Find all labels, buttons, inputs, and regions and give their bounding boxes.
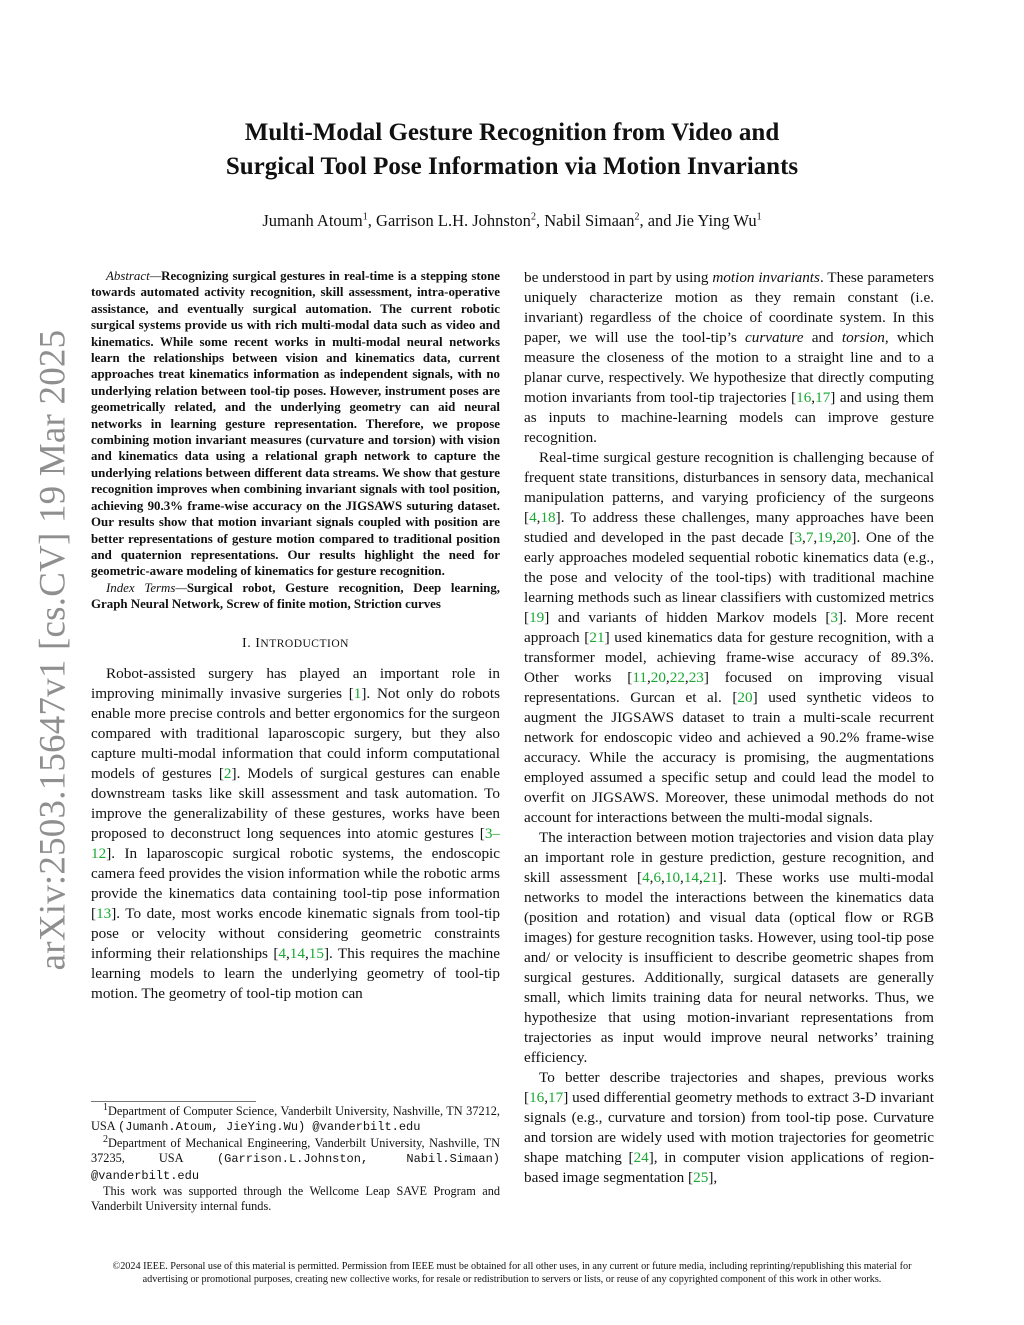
body-paragraph: Real-time surgical gesture recognition is challenging because of frequent state transitions, disturbances in sensory data, mechanical manipulation patterns, and varying proficiency of the surgeons [4,18]. To address these challenges, many approaches have been studied and developed in the past decade [3,7,19,20]. One of the early approaches modeled sequential robotic kinematics data (e.g., the pose and velocity of the tool-tips) with traditional machine learning methods such as linear classifiers with customized metrics [19] and variants of hidden Markov models [3]. More recent approach [21] used kinematics data for gesture recognition, with a transformer model, achieving frame-wise accuracy of 89.3%. Other works [11,20,22,23] focused on improving visual representations. Gurcan et al. [20] used synthetic videos to augment the JIGSAWS dataset to train a multi-scale recurrent network for endoscopic video and achieved a 90.2% frame-wise accuracy. While the accuracy is promising, the augmentations employed assumed a specific setup and could lead the model to overfit on JIGSAWS. Moreover, these unimodal methods do not account for interactions between the multi-modal signals. — [524, 449, 934, 826]
citation-link[interactable]: 21 — [589, 629, 605, 646]
abstract-label: Abstract— — [106, 269, 162, 283]
abstract — [91, 268, 500, 580]
author-name: Jie Ying Wu — [675, 211, 757, 230]
citation-link[interactable]: 20 — [737, 689, 753, 706]
citation-link[interactable]: 17 — [815, 389, 831, 406]
citation-link[interactable]: 21 — [702, 869, 718, 886]
author-affiliation-mark: 1 — [362, 211, 368, 223]
citation-link[interactable]: 19 — [529, 609, 545, 626]
citation-link[interactable]: 18 — [540, 509, 556, 526]
author-name: Nabil Simaan — [544, 211, 635, 230]
author-affiliation-mark: 2 — [530, 211, 536, 223]
author-name: Garrison L.H. Johnston — [376, 211, 531, 230]
footnotes — [91, 1101, 500, 1215]
citation-link[interactable]: 4 — [278, 944, 286, 962]
abstract-label-text: Abstract — [106, 269, 150, 283]
section-title-rest: NTRODUCTION — [260, 637, 349, 650]
footnote-2-mark: 2 — [103, 1133, 108, 1145]
index-terms-label-text: Index Terms — [106, 580, 176, 595]
footnote-rule — [91, 1101, 256, 1102]
citation-link[interactable]: 3 — [794, 529, 803, 546]
emphasized-term: motion invariants — [712, 269, 820, 286]
citation-link[interactable]: 15 — [308, 944, 324, 962]
funding-note: This work was supported through the Wellcome Leap SAVE Program and Vanderbilt University internal funds. — [91, 1184, 500, 1214]
author-affiliation-mark: 2 — [634, 211, 640, 223]
citation-link[interactable]: 16 — [796, 389, 812, 406]
section-first-letter: I — [255, 635, 261, 651]
footnote-1-text: Department of Computer Science, Vanderbilt University, Nashville, TN 37212, USA — [91, 1104, 500, 1134]
citation-link[interactable]: 4 — [529, 509, 537, 526]
author-list: Jumanh Atoum$^1$, Garrison L.H. Johnston$^2$, Nabil Simaan$^2$, and Jie Ying Wu$^1$ — [262, 211, 762, 230]
citation-link[interactable]: 3–12 — [91, 824, 500, 862]
citation-link[interactable]: 6 — [653, 869, 662, 886]
footnote-2-email: (Garrison.L.Johnston, Nabil.Simaan) @vanderbilt.edu — [91, 1152, 500, 1183]
citation-link[interactable]: 19 — [817, 529, 833, 546]
citation-link[interactable]: 25 — [693, 1169, 709, 1186]
section-heading-introduction — [91, 634, 500, 654]
footnote-2 — [91, 1133, 500, 1184]
author-affiliation-mark: 1 — [756, 211, 762, 223]
paper-title — [112, 116, 912, 184]
citation-link[interactable]: 2 — [223, 764, 232, 782]
citation-link[interactable]: 10 — [664, 869, 681, 886]
arxiv-identifier — [28, 329, 78, 971]
citation-link[interactable]: 17 — [548, 1089, 564, 1106]
index-terms — [91, 580, 500, 613]
copyright-notice: ©2024 IEEE. Personal use of this material is permitted. Permission from IEEE must be obtained for all other uses, in any current or future media, including reprinting/republishing this material for advertising or promotional purposes, creating new collective works, for resale or redistribution to servers or lists, or reuse of any copyrighted component of this work in other works. — [112, 1261, 912, 1286]
index-terms-text: Surgical robot, Gesture recognition, Deep learning, Graph Neural Network, Screw of finite motion, Striction curves — [91, 580, 500, 612]
citation-link[interactable]: 7 — [805, 529, 814, 546]
right-column — [524, 268, 934, 1188]
citation-link[interactable]: 13 — [96, 904, 112, 922]
citation-link[interactable]: 23 — [688, 669, 704, 686]
left-column — [91, 268, 500, 1004]
citation-link[interactable]: 4 — [642, 869, 650, 886]
footnote-1-email: (Jumanh.Atoum, JieYing.Wu) @vanderbilt.edu — [118, 1120, 421, 1135]
citation-link[interactable]: 20 — [836, 529, 852, 546]
citation-link[interactable]: 1 — [353, 684, 362, 702]
citation-link[interactable]: 22 — [669, 669, 685, 686]
footnote-1 — [91, 1101, 500, 1136]
title-line-1: Multi-Modal Gesture Recognition from Video and — [244, 119, 780, 146]
section-numeral: I. — [242, 635, 252, 651]
abstract-text: Recognizing surgical gestures in real-time is a stepping stone towards automated activity recognition, skill assessment, intra-operative assistance, and eventually surgical automation. The current robotic surgical systems provide us with rich multi-modal data such as video and kinematics. While some recent works in multi-modal neural networks learn the relationships between vision and kinematics data, current approaches treat kinematics information as independent signals, with no underlying relation between tool-tip poses. However, instrument poses are geometrically related, and the underlying geometry can aid neural networks in learning gesture representation. Therefore, we propose combining motion invariant measures (curvature and torsion) with vision and kinematics data using a relational graph network to capture the underlying relations between different data streams. We show that gesture recognition improves when combining invariant signals with tool position, achieving 90.3% frame-wise accuracy on the JIGSAWS suturing dataset. Our results show that motion invariant signals coupled with position are better representations of gesture motion compared to traditional position and quaternion representations. Our results highlight the need for geometric-aware modeling of kinematics for gesture recognition. — [91, 269, 500, 579]
footnote-1-mark: 1 — [103, 1101, 108, 1113]
citation-link[interactable]: 24 — [633, 1149, 649, 1166]
body-paragraph: The interaction between motion trajectories and vision data play an important role in gesture prediction, gesture recognition, and skill assessment [4,6,10,14,21]. These works use multi-modal networks to model the interactions between the kinematics data (position and rotation) and visual data (optical flow or RGB images) for gesture recognition tasks. However, using tool-tip pose and/ or velocity is insufficient to describe geometric shapes from surgical gestures. Additionally, surgical datasets are generally small, which limits training data for neural networks. Thus, we hypothesize that using motion-invariant representations from trajectories as input would improve neural networks’ training efficiency. — [524, 829, 934, 1066]
author-name: Jumanh Atoum — [262, 211, 363, 230]
arxiv-identifier-text: arXiv:2503.15647v1 [cs.CV] 19 Mar 2025 — [32, 329, 74, 971]
citation-link[interactable]: 14 — [289, 944, 305, 962]
citation-link[interactable]: 14 — [683, 869, 700, 886]
citation-link[interactable]: 11 — [632, 669, 647, 686]
index-terms-label: Index Terms— — [106, 580, 187, 595]
footnote-2-text: Department of Mechanical Engineering, Vanderbilt University, Nashville, TN 37235, USA — [91, 1135, 500, 1166]
intro-paragraph-1: Robot-assisted surgery has played an important role in improving minimally invasive surgeries [1]. Not only do robots enable more precise controls and better ergonomics for the surgeon compared with traditional laparoscopic surgery, but they also capture multi-modal information that could inform computational models of gestures [2]. Models of surgical gestures can enable downstream tasks like skill assessment and task automation. To improve the generalizability of these gestures, works have been proposed to deconstruct long sequences into atomic gestures [3–12]. In laparoscopic surgical robotic systems, the endoscopic camera feed provides the vision information while the robotic arms provide the kinematics data containing tool-tip pose information [13]. To date, most works encode kinematic signals from tool-tip pose or velocity without considering geometric constraints informing their relationships [4,14,15]. This requires the machine learning models to learn the underlying geometry of tool-tip motion. The geometry of tool-tip motion can — [91, 664, 501, 1002]
citation-link[interactable]: 16 — [529, 1089, 545, 1106]
body-paragraph: To better describe trajectories and shapes, previous works [16,17] used differential geometry methods to extract 3-D invariant signals (e.g., curvature and torsion) from tool-tip pose. Curvature and torsion are widely used with motion trajectories for geometric shape matching [24], in computer vision applications of region-based image segmentation [25], — [524, 1069, 935, 1186]
citation-link[interactable]: 3 — [830, 609, 838, 626]
emphasized-term: curvature — [745, 329, 804, 346]
title-line-2: Surgical Tool Pose Information via Motion Invariants — [225, 153, 799, 180]
citation-link[interactable]: 20 — [650, 669, 666, 686]
emphasized-term: torsion — [841, 329, 885, 346]
body-paragraph: be understood in part by using motion invariants. These parameters uniquely characterize motion as they remain constant (i.e. invariant) regardless of the choice of coordinate system. In this paper, we will use the tool-tip’s curvature and torsion, which measure the closeness of the motion to a straight line and to a planar curve, respectively. We hypothesize that directly computing motion invariants from tool-tip trajectories [16,17] and using them as inputs to machine-learning models can improve gesture recognition. — [524, 269, 934, 446]
